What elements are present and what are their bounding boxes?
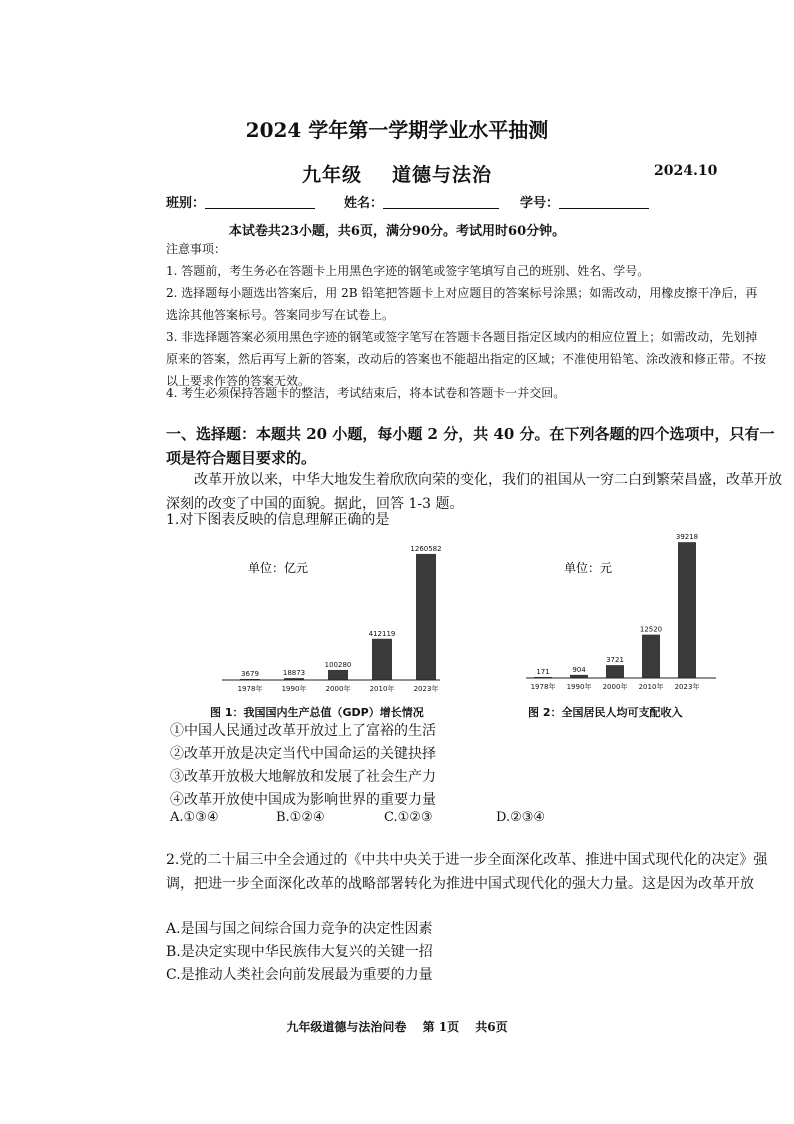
id-blank[interactable] (559, 196, 649, 209)
q2-option-b[interactable]: B.是决定实现中华民族伟大复兴的关键一招 (166, 944, 433, 960)
income-value-label-3: 3721 (606, 656, 624, 665)
footer-paper: 九年级道德与法治问卷 (286, 1020, 407, 1034)
income-tick-label-1: 1978年 (530, 683, 556, 691)
name-blank[interactable] (383, 196, 499, 209)
q2-option-c[interactable]: C.是推动人类社会向前发展最为重要的力量 (166, 967, 433, 983)
gdp-bar-3 (328, 670, 348, 680)
q1-statement-4: ④改革开放使中国成为影响世界的重要力量 (170, 792, 436, 808)
gdp-unit-label: 单位：亿元 (248, 561, 309, 575)
note-item-4: 4. 考生必须保持答题卡的整洁，考试结束后，将本试卷和答题卡一并交回。 (166, 386, 566, 400)
class-label: 班别： (166, 196, 206, 211)
class-field[interactable] (166, 192, 315, 211)
footer-page: 第 1页 (422, 1020, 460, 1034)
section-heading: 一、选择题：本题共 20 小题，每小题 2 分，共 40 分。在下列各题的四个选项中，只有一项是符合题目要求的。 (166, 425, 775, 467)
income-tick-label-3: 2000年 (602, 683, 628, 691)
id-label: 学号： (520, 196, 560, 211)
gdp-tick-label-4: 2010年 (369, 685, 395, 693)
footer-total: 共6页 (475, 1020, 508, 1034)
class-blank[interactable] (205, 196, 315, 209)
exam-title: 2024 学年第一学期学业水平抽测 (245, 118, 549, 142)
q1-answer-a[interactable]: A.①③④ (170, 810, 219, 825)
income-tick-label-4: 2010年 (638, 683, 664, 691)
income-bar-3 (606, 665, 624, 678)
q1-answer-b[interactable]: B.①②④ (276, 810, 325, 825)
page-footer (0, 1018, 794, 1035)
name-field[interactable] (344, 192, 499, 211)
income-value-label-5: 39218 (675, 533, 699, 542)
gdp-tick-label-3: 2000年 (325, 685, 351, 693)
gdp-tick-label-1: 1978年 (237, 685, 263, 693)
income-tick-label-5: 2023年 (674, 683, 700, 691)
income-value-label-1: 171 (536, 668, 550, 676)
income-chart (520, 532, 720, 692)
gdp-value-label-3: 100280 (324, 660, 352, 669)
gdp-bar-5 (416, 554, 436, 680)
gdp-tick-label-2: 1990年 (281, 685, 307, 693)
exam-info: 本试卷共23小题，共6页，满分90分。考试用时60分钟。 (228, 224, 566, 239)
income-unit-label: 单位：元 (564, 561, 613, 575)
income-bar-4 (642, 635, 660, 678)
gdp-chart-caption: 图 1：我国国内生产总值（GDP）增长情况 (210, 706, 424, 719)
gdp-chart (210, 532, 450, 702)
gdp-value-label-4: 412119 (368, 629, 396, 638)
income-value-label-4: 12520 (639, 625, 663, 634)
gdp-value-label-2: 18873 (282, 669, 306, 678)
income-bar-5 (678, 542, 696, 678)
grade-label: 九年级 (301, 164, 362, 186)
q1-statement-2: ②改革开放是决定当代中国命运的关键抉择 (170, 746, 436, 762)
q1-statement-1: ①中国人民通过改革开放过上了富裕的生活 (170, 723, 436, 739)
gdp-bar-4 (372, 639, 392, 680)
id-field[interactable] (520, 192, 649, 211)
note-item-3: 3. 非选择题答案必须用黑色字迹的钢笔或签字笔写在答题卡各题目指定区域内的相应位置上；如需改动，先划掉原来的答案，然后再写上新的答案，改动后的答案也不能超出指定的区域；不准使用铅笔、涂改液和修正带。不按以上要求作答的答案无效。 (166, 330, 767, 388)
subject-label: 道德与法治 (392, 164, 493, 186)
note-item-2: 2. 选择题每小题选出答案后，用 2B 铅笔把答题卡上对应题目的答案标号涂黑；如需改动，用橡皮擦干净后，再选涂其他答案标号。答案同步写在试卷上。 (166, 286, 758, 322)
q1-answer-d[interactable]: D.②③④ (496, 810, 546, 825)
name-label: 姓名： (344, 196, 384, 211)
exam-date: 2024.10 (654, 163, 718, 179)
q1-answer-c[interactable]: C.①②③ (384, 810, 433, 825)
notes-heading: 注意事项： (166, 242, 227, 256)
income-chart-caption: 图 2：全国居民人均可支配收入 (528, 706, 683, 719)
section-intro: 改革开放以来，中华大地发生着欣欣向荣的变化，我们的祖国从一穷二白到繁荣昌盛，改革开放深刻的改变了中国的面貌。据此，回答 1-3 题。 (166, 472, 782, 512)
income-tick-label-2: 1990年 (566, 683, 592, 691)
gdp-value-label-1: 3679 (241, 670, 259, 678)
income-value-label-2: 904 (572, 665, 586, 674)
q1-stem: 1.对下图表反映的信息理解正确的是 (166, 512, 390, 528)
note-item-1: 1. 答题前，考生务必在答题卡上用黑色字迹的钢笔或签字笔填写自己的班别、姓名、学号。 (166, 264, 650, 278)
gdp-tick-label-5: 2023年 (413, 685, 439, 693)
q1-statement-3: ③改革开放极大地解放和发展了社会生产力 (170, 769, 436, 785)
gdp-value-label-5: 1260582 (410, 544, 442, 553)
q2-stem: 2.党的二十届三中全会通过的《中共中央关于进一步全面深化改革、推进中国式现代化的决定》强调，把进一步全面深化改革的战略部署转化为推进中国式现代化的强大力量。这是因为改革开放 (166, 852, 768, 892)
q2-option-a[interactable]: A.是国与国之间综合国力竞争的决定性因素 (166, 921, 433, 937)
